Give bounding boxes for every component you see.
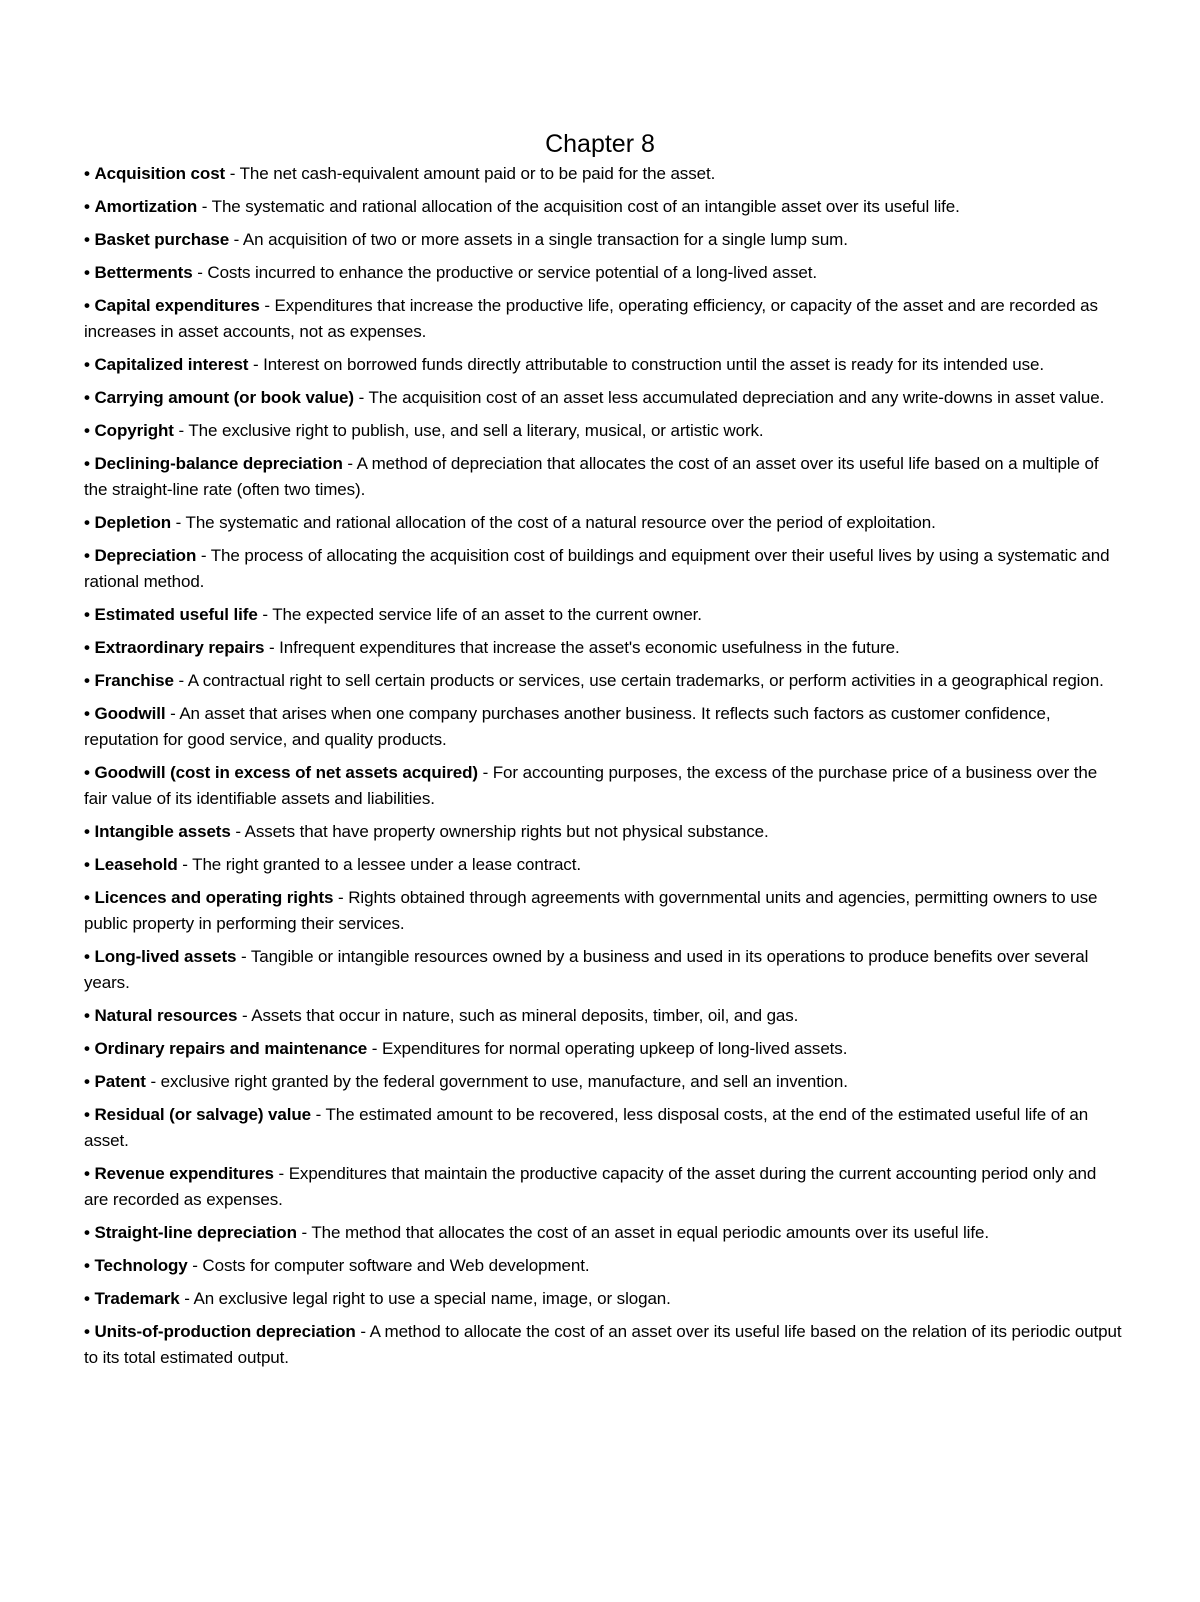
glossary-item <box>84 944 1124 996</box>
glossary-item <box>84 1161 1124 1213</box>
bullet: • <box>84 296 90 315</box>
term-definition: - exclusive right granted by the federal government to use, manufacture, and sell an invention. <box>145 1072 848 1091</box>
bullet: • <box>84 1256 90 1275</box>
bullet: • <box>84 1164 90 1183</box>
term-definition: - The method that allocates the cost of an asset in equal periodic amounts over its useful life. <box>296 1223 989 1242</box>
term-definition: - For accounting purposes, the excess of the purchase price of a business over the fair value of its identifiable assets and liabilities. <box>84 763 1098 808</box>
bullet: • <box>84 197 90 216</box>
bullet: • <box>84 1072 90 1091</box>
term-name: Franchise <box>94 671 174 690</box>
glossary-item <box>84 385 1124 411</box>
bullet: • <box>84 1322 90 1341</box>
bullet: • <box>84 947 90 966</box>
glossary-item <box>84 635 1124 661</box>
term-name: Residual (or salvage) value <box>94 1105 311 1124</box>
bullet: • <box>84 263 90 282</box>
term-definition: - The process of allocating the acquisition cost of buildings and equipment over their useful lives by using a systematic and rational method. <box>84 546 1110 591</box>
term-name: Capitalized interest <box>94 355 249 374</box>
term-definition: - A contractual right to sell certain products or services, use certain trademarks, or perform activities in a geographical region. <box>173 671 1104 690</box>
term-definition: - The expected service life of an asset to the current owner. <box>257 605 702 624</box>
term-name: Estimated useful life <box>94 605 258 624</box>
glossary-item <box>84 1069 1124 1095</box>
glossary-item <box>84 602 1124 628</box>
term-name: Technology <box>94 1256 188 1275</box>
term-definition: - The acquisition cost of an asset less accumulated depreciation and any write-downs in asset value. <box>353 388 1105 407</box>
bullet: • <box>84 1223 90 1242</box>
glossary-item <box>84 260 1124 286</box>
term-definition: - Interest on borrowed funds directly attributable to construction until the asset is ready for its intended use. <box>248 355 1044 374</box>
glossary-item <box>84 352 1124 378</box>
glossary-item <box>84 760 1124 812</box>
term-definition: - The systematic and rational allocation of the acquisition cost of an intangible asset over its useful life. <box>197 197 960 216</box>
term-definition: - The exclusive right to publish, use, and sell a literary, musical, or artistic work. <box>173 421 764 440</box>
bullet: • <box>84 605 90 624</box>
term-name: Straight-line depreciation <box>94 1223 297 1242</box>
glossary-item <box>84 418 1124 444</box>
bullet: • <box>84 421 90 440</box>
glossary-item <box>84 510 1124 536</box>
bullet: • <box>84 1289 90 1308</box>
glossary-item <box>84 543 1124 595</box>
term-name: Intangible assets <box>94 822 231 841</box>
bullet: • <box>84 388 90 407</box>
bullet: • <box>84 1006 90 1025</box>
term-definition: - Infrequent expenditures that increase the asset's economic usefulness in the future. <box>264 638 900 657</box>
term-name: Carrying amount (or book value) <box>94 388 354 407</box>
term-definition: - Rights obtained through agreements with governmental units and agencies, permitting owners to use public property in performing their services. <box>84 888 1098 933</box>
glossary-item <box>84 1102 1124 1154</box>
bullet: • <box>84 704 90 723</box>
bullet: • <box>84 1105 90 1124</box>
term-definition: - An acquisition of two or more assets in a single transaction for a single lump sum. <box>229 230 848 249</box>
term-name: Natural resources <box>94 1006 238 1025</box>
term-definition: - Costs for computer software and Web development. <box>187 1256 590 1275</box>
glossary-item <box>84 451 1124 503</box>
term-definition: - A method to allocate the cost of an asset over its useful life based on the relation of its periodic output to its total estimated output. <box>84 1322 1122 1367</box>
glossary-item <box>84 668 1124 694</box>
bullet: • <box>84 230 90 249</box>
bullet: • <box>84 546 90 565</box>
term-name: Copyright <box>94 421 174 440</box>
term-name: Extraordinary repairs <box>94 638 265 657</box>
term-definition: - Assets that have property ownership rights but not physical substance. <box>230 822 769 841</box>
glossary-item <box>84 1286 1124 1312</box>
glossary-item <box>84 1003 1124 1029</box>
bullet: • <box>84 454 90 473</box>
term-name: Revenue expenditures <box>94 1164 274 1183</box>
term-name: Trademark <box>94 1289 180 1308</box>
term-name: Patent <box>94 1072 146 1091</box>
bullet: • <box>84 888 90 907</box>
term-name: Acquisition cost <box>94 164 226 183</box>
glossary-item <box>84 1220 1124 1246</box>
bullet: • <box>84 763 90 782</box>
glossary-item <box>84 885 1124 937</box>
bullet: • <box>84 855 90 874</box>
bullet: • <box>84 164 90 183</box>
term-definition: - An asset that arises when one company purchases another business. It reflects such factors as customer confidence, reputation for good service, and quality products. <box>84 704 1051 749</box>
glossary-item <box>84 161 1124 187</box>
term-name: Basket purchase <box>94 230 230 249</box>
term-name: Depletion <box>94 513 172 532</box>
term-name: Leasehold <box>94 855 178 874</box>
term-name: Goodwill <box>94 704 166 723</box>
bullet: • <box>84 822 90 841</box>
glossary-item <box>84 852 1124 878</box>
term-name: Depreciation <box>94 546 197 565</box>
term-name: Long-lived assets <box>94 947 237 966</box>
term-name: Declining-balance depreciation <box>94 454 343 473</box>
term-name: Units-of-production depreciation <box>94 1322 356 1341</box>
glossary-item <box>84 1253 1124 1279</box>
bullet: • <box>84 638 90 657</box>
term-definition: - Costs incurred to enhance the productive or service potential of a long-lived asset. <box>192 263 818 282</box>
term-definition: - A method of depreciation that allocates the cost of an asset over its useful life based on a multiple of the straight-line rate (often two times). <box>84 454 1099 499</box>
term-definition: - Tangible or intangible resources owned by a business and used in its operations to produce benefits over several years. <box>84 947 1089 992</box>
glossary-item <box>84 194 1124 220</box>
term-definition: - The net cash-equivalent amount paid or to be paid for the asset. <box>225 164 716 183</box>
term-definition: - The estimated amount to be recovered, less disposal costs, at the end of the estimated useful life of an asset. <box>84 1105 1089 1150</box>
glossary-item <box>84 1319 1124 1371</box>
glossary-list <box>84 161 1124 1378</box>
bullet: • <box>84 355 90 374</box>
term-name: Ordinary repairs and maintenance <box>94 1039 368 1058</box>
page-title: Chapter 8 <box>545 130 655 158</box>
glossary-item <box>84 293 1124 345</box>
term-name: Licences and operating rights <box>94 888 334 907</box>
term-definition: - Expenditures that increase the productive life, operating efficiency, or capacity of the asset and are recorded as increases in asset accounts, not as expenses. <box>84 296 1098 341</box>
term-name: Betterments <box>94 263 193 282</box>
term-name: Goodwill (cost in excess of net assets acquired) <box>94 763 478 782</box>
term-definition: - An exclusive legal right to use a special name, image, or slogan. <box>179 1289 671 1308</box>
term-definition: - The right granted to a lessee under a lease contract. <box>177 855 581 874</box>
term-name: Amortization <box>94 197 198 216</box>
bullet: • <box>84 1039 90 1058</box>
glossary-item <box>84 819 1124 845</box>
term-definition: - Expenditures that maintain the productive capacity of the asset during the current accounting period only and are recorded as expenses. <box>84 1164 1097 1209</box>
glossary-item <box>84 701 1124 753</box>
term-definition: - The systematic and rational allocation of the cost of a natural resource over the period of exploitation. <box>171 513 936 532</box>
bullet: • <box>84 671 90 690</box>
glossary-item <box>84 1036 1124 1062</box>
term-definition: - Expenditures for normal operating upkeep of long-lived assets. <box>367 1039 848 1058</box>
bullet: • <box>84 513 90 532</box>
term-name: Capital expenditures <box>94 296 260 315</box>
glossary-item <box>84 227 1124 253</box>
term-definition: - Assets that occur in nature, such as mineral deposits, timber, oil, and gas. <box>237 1006 799 1025</box>
